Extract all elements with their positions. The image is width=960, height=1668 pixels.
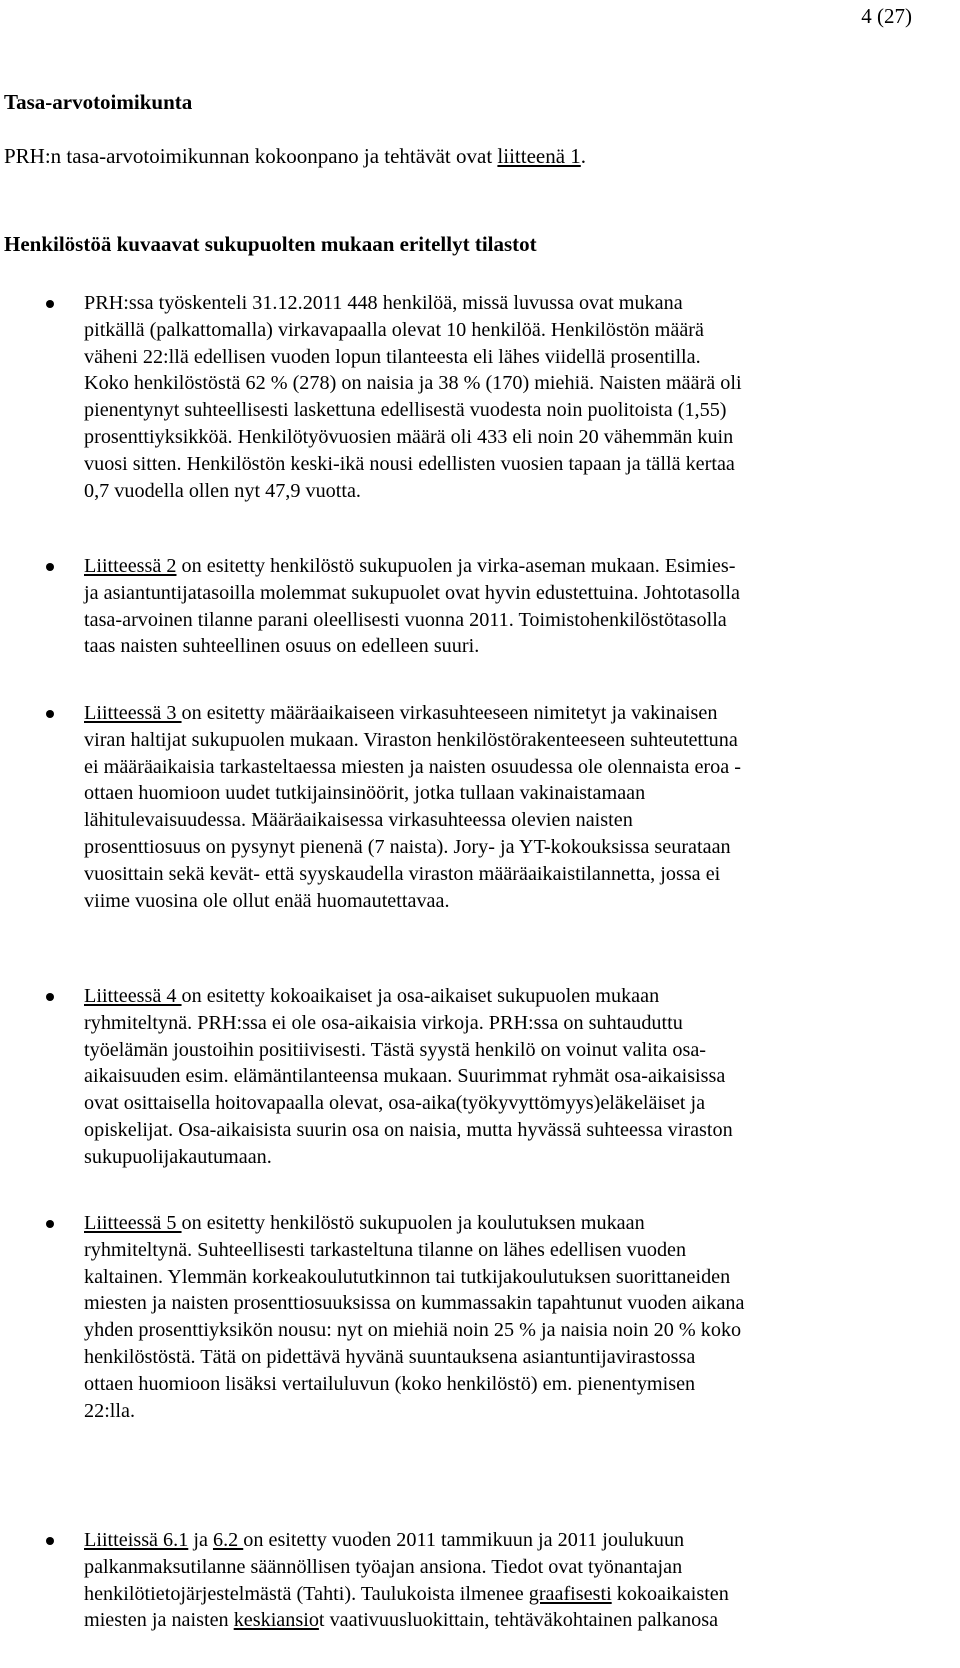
text-line: opiskelijat. Osa-aikaisista suurin osa on naisia, mutta hyvässä suhteessa viraston [84, 1118, 733, 1141]
text-line: Koko henkilöstöstä 62 % (278) on naisia ja 38 % (170) miehiä. Naisten määrä oli [84, 372, 742, 395]
text-run: ja [188, 1529, 213, 1551]
intro-text: PRH:n tasa-arvotoimikunnan kokoonpano ja tehtävät ovat [4, 144, 498, 168]
text-line: 0,7 vuodella ollen nyt 47,9 vuotta. [84, 479, 361, 502]
intro-paragraph [4, 144, 586, 169]
text-line: viran haltijat sukupuolen mukaan. Viraston henkilöstörakenteeseen suhteutettuna [84, 728, 738, 751]
text-run: on esitetty vuoden 2011 tammikuun ja 2011 joulukuun [243, 1529, 685, 1551]
heading-tasa-arvotoimikunta: Tasa-arvotoimikunta [4, 90, 193, 114]
text-line: henkilöstöstä. Tätä on pidettävä hyvänä suuntauksena asiantuntijavirastossa [84, 1345, 696, 1368]
text-line: pienentynyt suhteellisesti laskettuna edellisestä vuodesta noin puolitoista (1,55) [84, 399, 727, 422]
text-line: ei määräaikaisia tarkasteltaessa miesten ja naisten osuudessa ole olennaista eroa - [84, 755, 741, 778]
bullet-paragraph-3 [84, 700, 944, 914]
text-line: viime vuosina ole ollut enää huomautettavaa. [84, 889, 450, 912]
text-line [84, 553, 944, 580]
text-line: 22:lla. [84, 1399, 136, 1422]
text-line: yhden prosenttiyksikön nousu: nyt on miehiä noin 25 % ja naisia noin 20 % koko [84, 1319, 742, 1342]
text-line: kaltainen. Ylemmän korkeakoulututkinnon tai tutkijakoulutuksen suorittaneiden [84, 1265, 731, 1288]
text-line [84, 1210, 944, 1237]
text-line: miesten ja naisten prosenttiosuuksissa on kummassakin tapahtunut vuoden aikana [84, 1292, 745, 1315]
text-line: ottaen huomioon uudet tutkijainsinöörit, jotka tullaan vakinaistamaan [84, 782, 646, 805]
text-line [84, 700, 944, 727]
text-line [84, 1607, 944, 1634]
heading-henkilostotilastot: Henkilöstöä kuvaavat sukupuolten mukaan eritellyt tilastot [4, 232, 537, 256]
bullet-paragraph-1 [84, 290, 944, 504]
bullet-dot-icon [46, 993, 54, 1001]
text-line: vuosi sitten. Henkilöstön keski-ikä nousi edellisten vuosien tapaan ja tällä kertaa [84, 452, 735, 475]
text-line: ovat osittaisella hoitovapaalla olevat, osa-aika(työkyvyttömyys)eläkeläiset ja [84, 1092, 706, 1115]
text-run: t vaativuusluokittain, tehtäväkohtainen palkanosa [318, 1609, 719, 1632]
text-line: prosenttiosuus on pysynyt pienenä (7 naista). Jory- ja YT-kokouksissa seurataan [84, 835, 731, 858]
text-line: ryhmiteltynä. PRH:ssa ei ole osa-aikaisia virkoja. PRH:ssa on suhtauduttu [84, 1011, 683, 1034]
text-run: on esitetty kokoaikaiset ja osa-aikaiset sukupuolen mukaan [181, 985, 660, 1007]
link-keskiansio[interactable]: keskiansio [233, 1609, 319, 1632]
text-line: ja asiantuntijatasoilla molemmat sukupuolet ovat hyvin edustettuina. Johtotasolla [84, 581, 740, 604]
bullet-dot-icon [46, 1537, 54, 1545]
text-line [84, 983, 944, 1010]
text-line: sukupuolijakautumaan. [84, 1145, 272, 1168]
text-run: on esitetty henkilöstö sukupuolen ja virka-aseman mukaan. Esimies- [176, 555, 736, 577]
page-number: 4 (27) [861, 4, 912, 28]
text-line: ottaen huomioon lisäksi vertailuluvun (koko henkilöstö) em. pienentymisen [84, 1372, 696, 1395]
text-run: kokoaikaisten [611, 1582, 729, 1605]
text-line: PRH:ssa työskenteli 31.12.2011 448 henkilöä, missä luvussa ovat mukana [84, 292, 683, 314]
text-line: tasa-arvoinen tilanne parani oleellisesti vuonna 2011. Toimistohenkilöstötasolla [84, 608, 727, 631]
bullet-dot-icon [46, 300, 54, 308]
text-line: aikaisuuden esim. elämäntilanteensa mukaan. Suurimmat ryhmät osa-aikaisissa [84, 1065, 726, 1088]
text-line: työelämän joustoihin positiivisesti. Tästä syystä henkilö on voinut valita osa- [84, 1038, 707, 1061]
text-run: on esitetty määräaikaiseen virkasuhteeseen nimitetyt ja vakinaisen [181, 702, 718, 724]
text-line: lähitulevaisuudessa. Määräaikaisessa virkasuhteessa olevien naisten [84, 809, 633, 832]
text-line: vuosittain sekä kevät- että syyskaudella viraston määräaikaistilannetta, jossa ei [84, 862, 721, 885]
text-run: on esitetty henkilöstö sukupuolen ja koulutuksen mukaan [181, 1212, 645, 1234]
link-liitteena-1[interactable]: liitteenä 1 [497, 144, 581, 168]
link-6-2[interactable]: 6.2 [212, 1529, 244, 1551]
link-liitteessa-5[interactable]: Liitteessä 5 [84, 1212, 182, 1234]
text-line: palkanmaksutilanne säännöllisen työajan ansiona. Tiedot ovat työnantajan [84, 1555, 683, 1578]
bullet-paragraph-2 [84, 553, 944, 660]
link-liitteissa-6-1[interactable]: Liitteissä 6.1 [84, 1529, 189, 1551]
text-line: prosenttiyksikköä. Henkilötyövuosien määrä oli 433 eli noin 20 vähemmän kuin [84, 425, 734, 448]
text-run: miesten ja naisten [84, 1609, 234, 1632]
bullet-paragraph-5 [84, 1210, 944, 1424]
text-line [84, 1527, 944, 1554]
bullet-paragraph-4 [84, 983, 944, 1171]
text-line: ryhmiteltynä. Suhteellisesti tarkasteltuna tilanne on lähes edellisen vuoden [84, 1238, 687, 1261]
text-line: pitkällä (palkattomalla) virkavapaalla olevat 10 henkilöä. Henkilöstön määrä [84, 318, 704, 341]
link-liitteessa-3[interactable]: Liitteessä 3 [84, 702, 182, 724]
bullet-dot-icon [46, 563, 54, 571]
text-line [84, 1581, 944, 1608]
link-liitteessa-2[interactable]: Liitteessä 2 [84, 555, 177, 577]
link-liitteessa-4[interactable]: Liitteessä 4 [84, 985, 182, 1007]
intro-end: . [580, 144, 587, 168]
bullet-dot-icon [46, 710, 54, 718]
bullet-paragraph-6 [84, 1527, 944, 1634]
text-line: taas naisten suhteellinen osuus on edelleen suuri. [84, 635, 480, 658]
bullet-dot-icon [46, 1220, 54, 1228]
link-graafisesti[interactable]: graafisesti [528, 1582, 612, 1605]
text-run: henkilötietojärjestelmästä (Tahti). Taulukoista ilmenee [84, 1582, 529, 1605]
text-line: väheni 22:llä edellisen vuoden lopun tilanteesta eli lähes viidellä prosentilla. [84, 345, 701, 368]
